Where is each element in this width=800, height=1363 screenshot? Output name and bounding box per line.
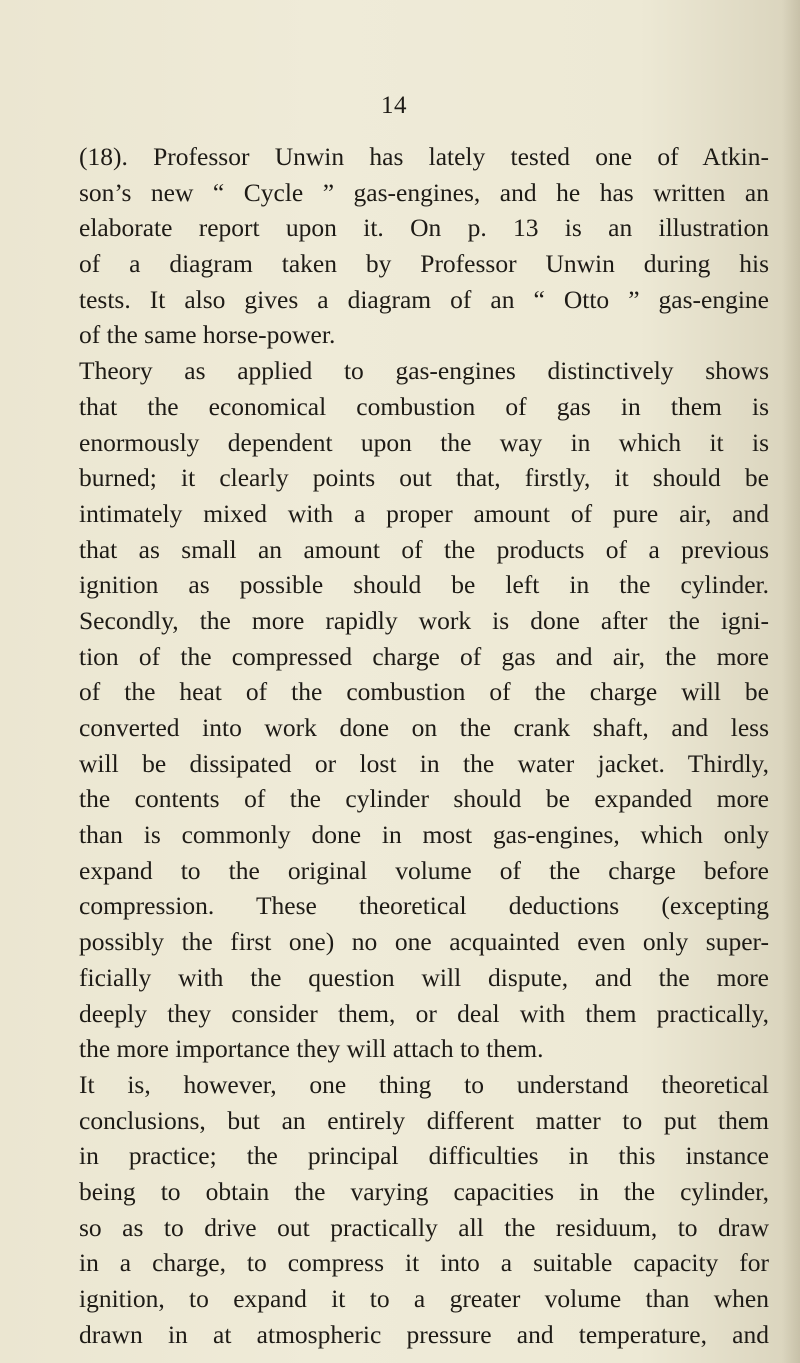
text-line-28: conclusions, but an entirely different matter to put them bbox=[79, 1105, 769, 1135]
text-line-34: drawn in at atmospheric pressure and temperature, and bbox=[79, 1319, 769, 1349]
text-line-21: expand to the original volume of the charge before bbox=[79, 855, 769, 885]
text-line-11: intimately mixed with a proper amount of pure air, and bbox=[79, 498, 769, 528]
text-line-25: deeply they consider them, or deal with them practically, bbox=[79, 998, 769, 1028]
text-line-29: in practice; the principal difficulties in this instance bbox=[79, 1141, 769, 1171]
text-line-4: of a diagram taken by Professor Unwin during his bbox=[79, 249, 769, 279]
text-line-27: It is, however, one thing to understand theoretical bbox=[79, 1069, 769, 1099]
text-line-7: Theory as applied to gas-engines distinctively shows bbox=[79, 356, 769, 386]
text-line-20: than is commonly done in most gas-engines, which only bbox=[79, 820, 769, 850]
text-line-33: ignition, to expand it to a greater volume than when bbox=[79, 1284, 769, 1313]
text-line-3: elaborate report upon it. On p. 13 is an illustration bbox=[79, 213, 769, 243]
text-line-10: burned; it clearly points out that, firstly, it should be bbox=[79, 463, 769, 493]
text-line-23: possibly the first one) no one acquainted even only super- bbox=[79, 927, 769, 957]
text-line-15: tion of the compressed charge of gas and air, the more bbox=[79, 641, 769, 671]
page-number: 14 bbox=[381, 92, 407, 119]
text-line-31: so as to drive out practically all the residuum, to draw bbox=[79, 1212, 769, 1242]
text-line-22: compression. These theoretical deductions (excepting bbox=[79, 891, 769, 921]
page-edge-shadow bbox=[782, 0, 800, 1363]
text-line-26: the more importance they will attach to them. bbox=[79, 1034, 544, 1064]
text-line-12: that as small an amount of the products of a previous bbox=[79, 534, 769, 564]
text-line-2: son’s new “ Cycle ” gas-engines, and he has written an bbox=[79, 177, 769, 207]
body-text bbox=[79, 139, 769, 1352]
text-line-19: the contents of the cylinder should be expanded more bbox=[79, 784, 769, 814]
text-line-1: (18). Professor Unwin has lately tested one of Atkin- bbox=[79, 142, 769, 171]
text-line-17: converted into work done on the crank shaft, and less bbox=[79, 713, 769, 742]
text-line-24: ficially with the question will dispute, and the more bbox=[79, 962, 769, 992]
text-line-18: will be dissipated or lost in the water jacket. Thirdly, bbox=[79, 748, 769, 778]
text-line-8: that the economical combustion of gas in them is bbox=[79, 391, 769, 421]
text-line-6: of the same horse-power. bbox=[79, 320, 336, 350]
text-line-16: of the heat of the combustion of the charge will be bbox=[79, 677, 769, 707]
text-line-30: being to obtain the varying capacities in the cylinder, bbox=[79, 1176, 769, 1206]
text-line-32: in a charge, to compress it into a suitable capacity for bbox=[79, 1248, 769, 1278]
text-line-14: Secondly, the more rapidly work is done after the igni- bbox=[79, 605, 769, 635]
text-line-9: enormously dependent upon the way in which it is bbox=[79, 427, 769, 457]
text-line-13: ignition as possible should be left in the cylinder. bbox=[79, 570, 769, 600]
text-line-5: tests. It also gives a diagram of an “ Otto ” gas-engine bbox=[79, 284, 769, 314]
